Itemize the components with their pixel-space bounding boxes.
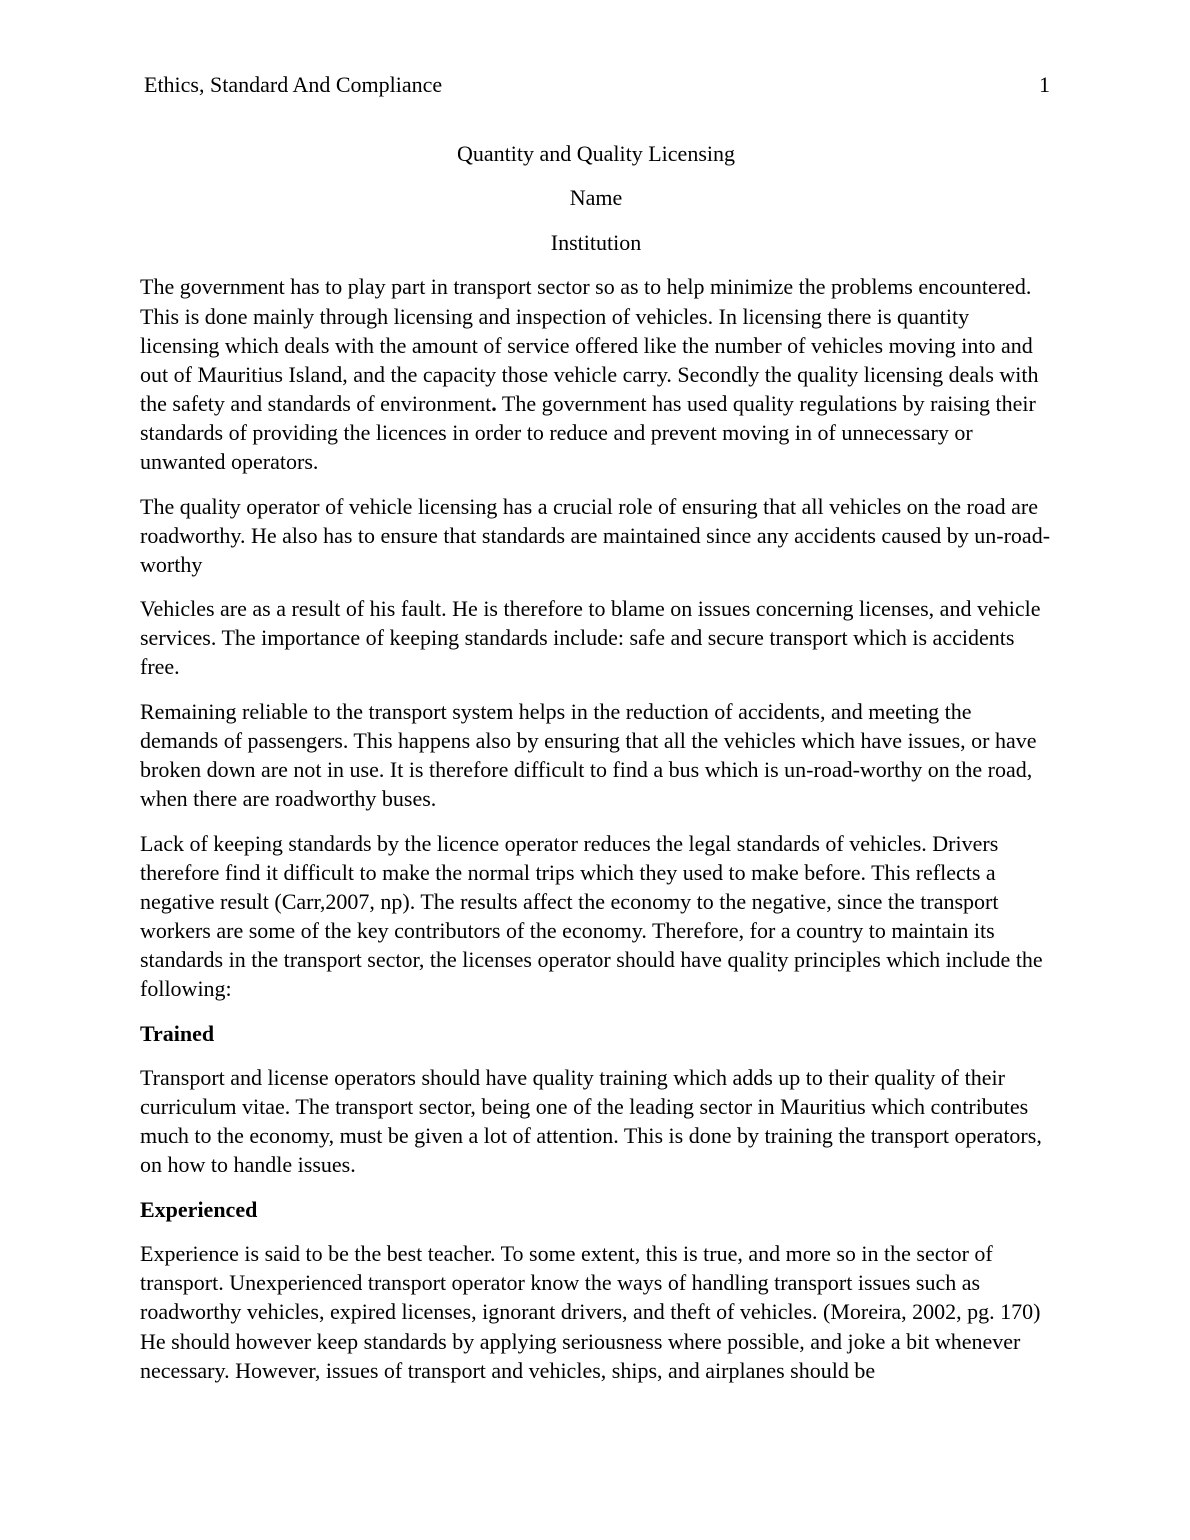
heading-experienced: Experienced: [140, 1196, 258, 1222]
paragraph-1-text-a: The government has to play part in transport sector so as to help minimize the problems encountered. This is done mainly through licensing and inspection of vehicles. In licensing there is quantity licensing which deals with the amount of service offered like the number of vehicles moving into and out of Mauritius Island, and the capacity those vehicle carry. Secondly the quality licensing deals with the safety and standards of environment: [140, 274, 1039, 416]
paragraph-6: Transport and license operators should have quality training which adds up to their quality of their curriculum vitae. The transport sector, being one of the leading sector in Mauritius which contributes much to the economy, must be given a lot of attention. This is done by training the transport operators, on how to handle issues.: [140, 1065, 1042, 1178]
document-body: [140, 139, 1052, 1400]
paragraph-1-bold-period: .: [491, 390, 497, 416]
paragraph-2: The quality operator of vehicle licensing has a crucial role of ensuring that all vehicles on the road are roadworthy. He also has to ensure that standards are maintained since any accidents caused by un-road-worthy: [140, 493, 1051, 577]
institution: Institution: [550, 229, 642, 255]
paragraph-5: Lack of keeping standards by the licence operator reduces the legal standards of vehicles. Drivers therefore find it difficult to make the normal trips which they used to make before. This reflects a negative result (Carr,2007, np). The results affect the economy to the negative, since the transport workers are some of the key contributors of the economy. Therefore, for a country to maintain its standards in the transport sector, the licenses operator should have quality principles which include the following:: [140, 830, 1043, 1002]
page-number: 1: [1039, 72, 1050, 97]
paragraph-4: Remaining reliable to the transport system helps in the reduction of accidents, and meeting the demands of passengers. This happens also by ensuring that all the vehicles which have issues, or have broken down are not in use. It is therefore difficult to find a bus which is un-road-worthy on the road, when there are roadworthy buses.: [140, 698, 1037, 812]
paragraph-3: Vehicles are as a result of his fault. He is therefore to blame on issues concerning licenses, and vehicle services. The importance of keeping standards include: safe and secure transport which is accidents free.: [140, 596, 1041, 680]
running-head: Ethics, Standard And Compliance: [144, 72, 443, 97]
paragraph-7: Experience is said to be the best teacher. To some extent, this is true, and more so in the sector of transport. Unexperienced transport operator know the ways of handling transport issues such as roadworthy vehicles, expired licenses, ignorant drivers, and theft of vehicles. (Moreira, 2002, pg. 170) He should however keep standards by applying seriousness where possible, and joke a bit whenever necessary. However, issues of transport and vehicles, ships, and airplanes should be: [140, 1241, 1041, 1383]
author-name: Name: [569, 185, 623, 211]
heading-trained: Trained: [140, 1020, 215, 1046]
paragraph-1: [140, 272, 1052, 476]
page-header: [144, 70, 1050, 100]
document-title: Quantity and Quality Licensing: [457, 141, 735, 166]
paragraph-1-text-b: The government has used quality regulations by raising their standards of providing the licences in order to reduce and prevent moving in of unnecessary or unwanted operators.: [140, 390, 1036, 475]
